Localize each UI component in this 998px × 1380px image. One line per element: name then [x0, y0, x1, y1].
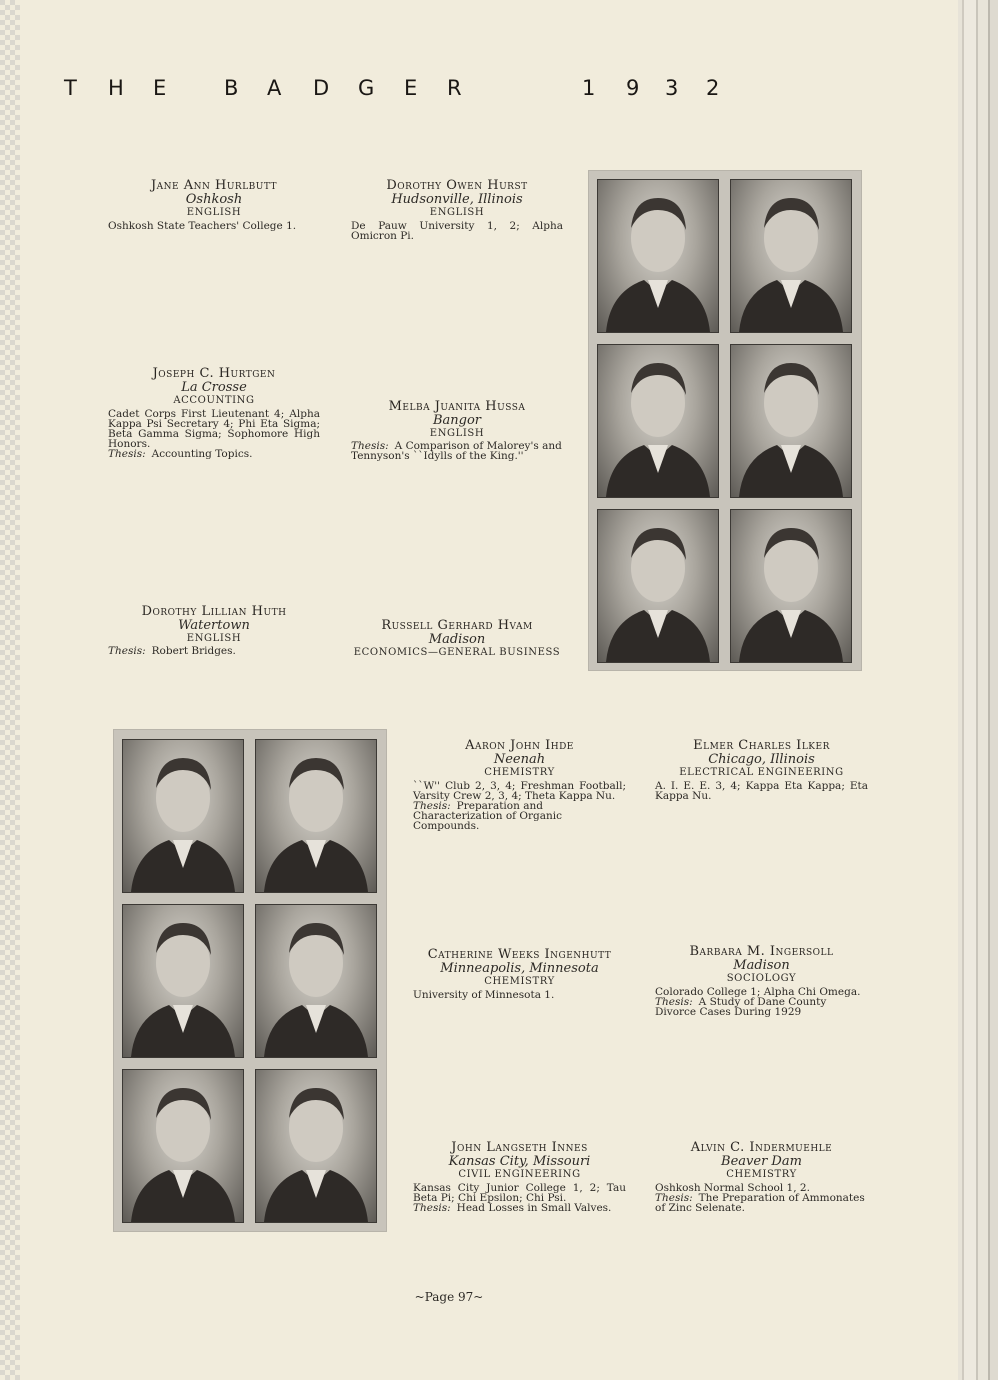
student-details: Colorado College 1; Alpha Chi Omega.	[655, 986, 861, 998]
masthead-letter: G	[358, 76, 375, 100]
page-number: ~Page 97~	[414, 1290, 484, 1304]
masthead-letter: D	[313, 76, 330, 100]
thesis-title: Preparation and Characterization of Organic Compounds.	[413, 800, 562, 832]
student-portrait	[598, 510, 718, 662]
student-hometown: Watertown	[178, 618, 250, 633]
student-major: CIVIL ENGINEERING	[458, 1169, 581, 1180]
student-hometown: Madison	[428, 632, 486, 647]
student-details: A. I. E. E. 3, 4; Kappa Eta Kappa; Eta Kappa Nu.	[655, 780, 868, 802]
student-name: Dorothy Lillian Huth	[141, 604, 287, 619]
masthead-letter: 2	[706, 76, 720, 100]
thesis-title: A Study of Dane County Divorce Cases During 1929	[655, 996, 827, 1018]
student-hometown: La Crosse	[181, 380, 247, 395]
right-page-edge	[958, 0, 998, 1380]
student-details: University of Minnesota 1.	[413, 989, 555, 1001]
masthead-letter: 1	[582, 76, 596, 100]
student-name: Barbara M. Ingersoll	[689, 944, 834, 959]
student-major: CHEMISTRY	[484, 767, 555, 778]
student-hometown: Hudsonville, Illinois	[391, 192, 523, 207]
thesis-label: Thesis:	[413, 1202, 451, 1214]
student-name: Joseph C. Hurtgen	[152, 366, 276, 381]
student-portrait	[123, 905, 243, 1057]
student-major: ACCOUNTING	[173, 395, 255, 406]
left-decorative-border	[0, 0, 20, 1380]
student-thesis	[655, 1193, 868, 1213]
masthead-letter: B	[224, 76, 239, 100]
masthead-letter: H	[108, 76, 124, 100]
thesis-label: Thesis:	[108, 448, 146, 460]
thesis-title: Robert Bridges.	[151, 645, 236, 657]
student-details: De Pauw University 1, 2; Alpha Omicron Pi.	[351, 220, 563, 242]
student-name: Melba Juanita Hussa	[388, 399, 526, 414]
student-major: ENGLISH	[186, 207, 242, 218]
student-thesis	[413, 1203, 626, 1213]
student-details: Cadet Corps First Lieutenant 4; Alpha Kappa Psi Secretary 4; Phi Eta Sigma; Beta Gamma Sigma; Sophomore High Honors.	[108, 408, 320, 450]
student-portrait	[731, 345, 851, 497]
student-portrait	[598, 180, 718, 332]
student-portrait	[598, 345, 718, 497]
thesis-title: Accounting Topics.	[151, 448, 253, 460]
portrait-panel	[113, 729, 387, 1232]
student-entry	[351, 618, 563, 660]
student-details: ``W'' Club 2, 3, 4; Freshman Football; Varsity Crew 2, 3, 4; Theta Kappa Nu.	[413, 780, 626, 802]
student-major: ENGLISH	[429, 428, 485, 439]
student-entry	[108, 366, 320, 459]
thesis-label: Thesis:	[655, 996, 693, 1008]
student-portrait	[731, 180, 851, 332]
student-portrait	[731, 510, 851, 662]
student-thesis	[655, 997, 868, 1017]
student-hometown: Bangor	[432, 413, 482, 428]
student-portrait	[256, 740, 376, 892]
student-thesis	[108, 646, 320, 656]
thesis-title: A Comparison of Malorey's and Tennyson's ``Idylls of the King.''	[351, 440, 562, 462]
masthead-letter: E	[153, 76, 167, 100]
student-major: ECONOMICS—GENERAL BUSINESS	[353, 647, 561, 658]
student-major: ENGLISH	[186, 633, 242, 644]
student-details: Oshkosh State Teachers' College 1.	[108, 220, 297, 232]
student-entry	[351, 399, 563, 461]
student-entry	[655, 944, 868, 1017]
thesis-label: Thesis:	[351, 440, 389, 452]
thesis-title: The Preparation of Ammonates of Zinc Selenate.	[655, 1192, 865, 1214]
student-hometown: Oshkosh	[185, 192, 243, 207]
student-major: SOCIOLOGY	[726, 973, 797, 984]
student-name: Dorothy Owen Hurst	[386, 178, 528, 193]
student-portrait	[256, 905, 376, 1057]
student-name: John Langseth Innes	[451, 1140, 588, 1155]
student-entry	[655, 1140, 868, 1213]
student-entry	[413, 1140, 626, 1213]
student-details: Oshkosh Normal School 1, 2.	[655, 1182, 810, 1194]
student-hometown: Neenah	[493, 752, 546, 767]
student-hometown: Madison	[733, 958, 790, 973]
student-thesis	[413, 801, 626, 831]
student-major: ELECTRICAL ENGINEERING	[679, 767, 844, 778]
student-hometown: Beaver Dam	[721, 1154, 802, 1169]
student-entry	[655, 738, 868, 801]
student-portrait	[256, 1070, 376, 1222]
student-entry	[108, 604, 320, 656]
masthead-letter: 9	[626, 76, 640, 100]
student-name: Catherine Weeks Ingenhutt	[427, 947, 612, 962]
thesis-label: Thesis:	[108, 645, 146, 657]
masthead	[64, 76, 764, 106]
student-entry	[351, 178, 563, 241]
masthead-letter: E	[404, 76, 418, 100]
student-entry	[108, 178, 320, 231]
thesis-label: Thesis:	[413, 800, 451, 812]
student-entry	[413, 947, 626, 1000]
student-thesis	[108, 449, 320, 459]
masthead-letter: A	[267, 76, 282, 100]
masthead-letter: T	[64, 76, 77, 100]
student-major: CHEMISTRY	[726, 1169, 797, 1180]
student-portrait	[123, 1070, 243, 1222]
student-hometown: Chicago, Illinois	[708, 752, 815, 767]
thesis-title: Head Losses in Small Valves.	[456, 1202, 612, 1214]
student-hometown: Minneapolis, Minnesota	[440, 961, 599, 976]
student-hometown: Kansas City, Missouri	[448, 1154, 591, 1169]
student-name: Jane Ann Hurlbutt	[150, 178, 278, 193]
student-major: ENGLISH	[429, 207, 485, 218]
student-name: Russell Gerhard Hvam	[381, 618, 533, 633]
portrait-panel	[588, 170, 862, 671]
student-name: Aaron John Ihde	[465, 738, 574, 753]
student-major: CHEMISTRY	[484, 976, 555, 987]
student-name: Alvin C. Indermuehle	[690, 1140, 833, 1155]
student-portrait	[123, 740, 243, 892]
student-name: Elmer Charles Ilker	[693, 738, 830, 753]
thesis-label: Thesis:	[655, 1192, 693, 1204]
student-details: Kansas City Junior College 1, 2; Tau Beta Pi; Chi Epsilon; Chi Psi.	[413, 1182, 626, 1204]
student-entry	[413, 738, 626, 831]
student-thesis	[351, 441, 563, 461]
masthead-letter: R	[447, 76, 462, 100]
masthead-letter: 3	[665, 76, 679, 100]
